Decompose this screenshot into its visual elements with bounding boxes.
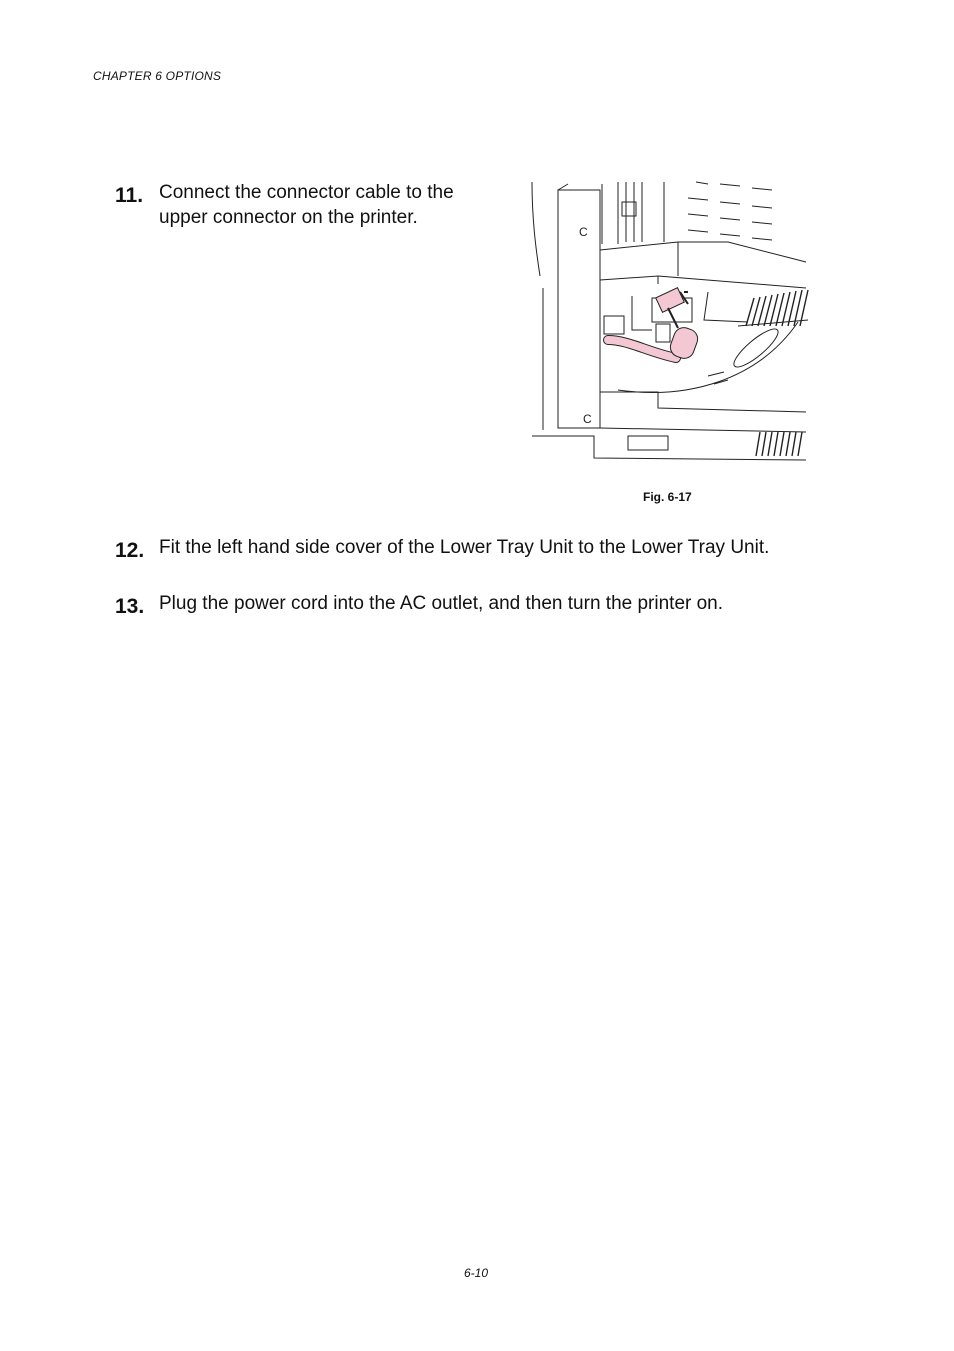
step-text: Connect the connector cable to the upper connector on the printer. [159, 182, 454, 228]
chapter-header: CHAPTER 6 OPTIONS [93, 69, 222, 83]
step-number: 11. [115, 184, 144, 207]
printer-connector-illustration [528, 180, 810, 464]
step-text: Fit the left hand side cover of the Lower Tray Unit to the Lower Tray Unit. [159, 537, 770, 558]
figure-caption: Fig. 6-17 [643, 490, 692, 504]
step-text: Plug the power cord into the AC outlet, and then turn the printer on. [159, 593, 724, 614]
page-number: 6-10 [464, 1266, 489, 1280]
step-number: 12. [115, 539, 145, 562]
step-number: 13. [115, 595, 145, 618]
svg-text:C: C [583, 412, 592, 426]
svg-text:C: C [579, 225, 588, 239]
